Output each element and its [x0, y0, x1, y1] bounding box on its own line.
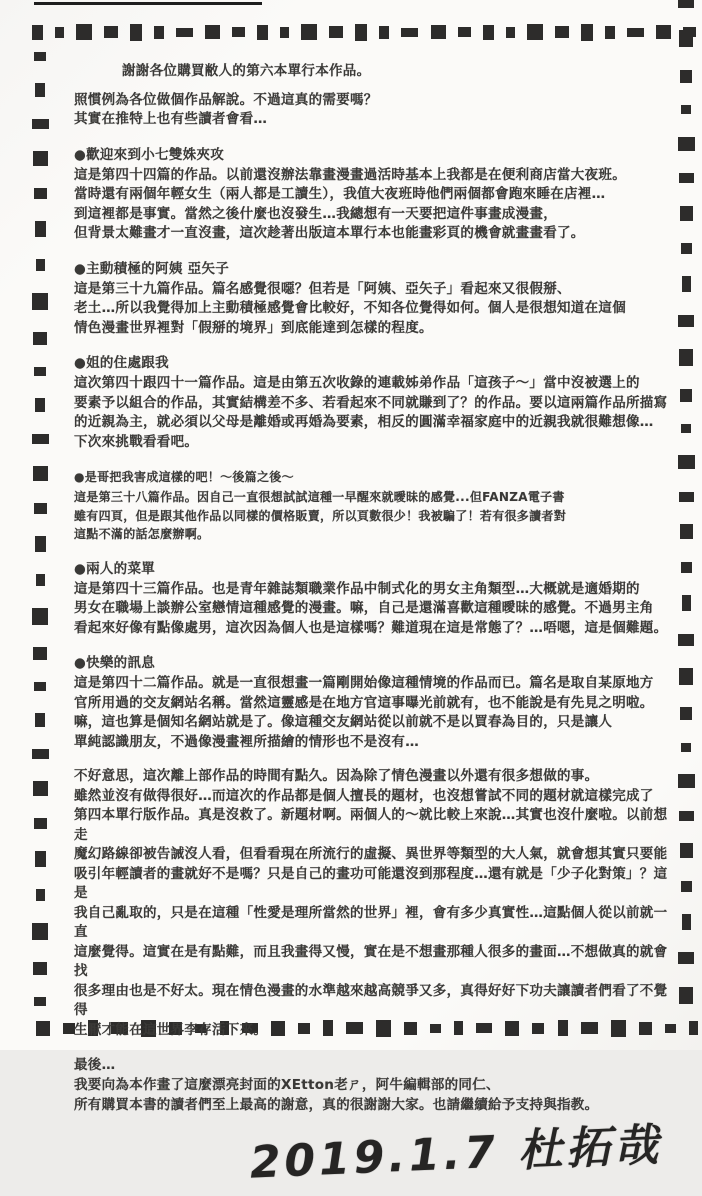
- closing-line: 所有購買本書的讀者們至上最高的謝意，真的很謝謝大家。也請繼續給予支持與指教。: [74, 1096, 599, 1113]
- decorative-border-left: [30, 52, 50, 1006]
- section-line: 但背景太難畫才一直沒畫，這次趁著出版這本單行本也能畫彩頁的機會就畫畫看了。: [74, 225, 585, 241]
- border-square: [681, 881, 692, 892]
- section-title: ●歡迎來到小七雙姝夾攻: [74, 146, 225, 163]
- section-title: ●快樂的訊息: [74, 655, 156, 671]
- section-line: 要素予以組合的作品，其實結構差不多、若看起來不同就賺到了？的作品。要以這兩篇作品所描寫: [74, 394, 668, 411]
- border-square: [32, 119, 49, 129]
- afterword-line: 吸引年輕讀者的畫就好不是嗎？只是自己的畫功可能還沒到那程度…還有就是「少子化對策」？這是: [74, 865, 668, 901]
- section-line: 老土…所以我覺得加上主動積極感覺會比較好，不知各位覺得如何。個人是很想知道在這個: [74, 300, 626, 316]
- closing-title: 最後…: [74, 1057, 116, 1073]
- section-line: 的近親為主，就必須以父母是離婚或再婚為要素，相反的圓滿幸福家庭中的近親我就很難想像…: [74, 414, 654, 430]
- border-square: [355, 24, 367, 41]
- border-square: [689, 1021, 698, 1035]
- border-square: [35, 536, 46, 552]
- border-square: [232, 27, 245, 37]
- border-square: [104, 26, 118, 38]
- scan-artifact-line: [34, 2, 262, 5]
- section-line: 下次來挑戰看看吧。: [74, 433, 199, 450]
- border-square: [679, 349, 693, 366]
- section-line: 這是第四十三篇作品。也是青年雜誌類職業作品中制式化的男女主角類型…大概就是適婚期的: [74, 580, 640, 597]
- border-square: [34, 367, 46, 376]
- section-line: 看起來好像有點像處男，這次因為個人也是這樣嗎？難道現在這是常態了？…唔嗯，這是個難題。: [74, 619, 668, 636]
- afterword-line: 魔幻路線卻被告誡沒人看，但看看現在所流行的虛擬、異世界等類型的大人氣，就會想其實只要能: [74, 846, 668, 862]
- section-line: 嘛，這也算是個知名網站就是了。像這種交友網站從以前就不是以買春為目的，只是讓人: [74, 714, 613, 730]
- border-square: [681, 743, 691, 752]
- border-square: [681, 562, 692, 573]
- section-line: 這是第四十二篇作品。就是一直很想畫一篇剛開始像這種情境的作品而已。篇名是取自某原地方: [74, 675, 654, 691]
- decorative-border-top: [32, 22, 696, 42]
- section-line: 當時還有兩個年輕女生（兩人都是工讀生），我值大夜班時他們兩個都會跑來睡在店裡…: [74, 186, 606, 202]
- border-square: [678, 634, 694, 646]
- afterword-paragraph: [74, 767, 676, 1040]
- border-square: [680, 206, 693, 221]
- border-square: [679, 492, 694, 502]
- section-line: 男女在職場上談辦公室戀情這種感覺的漫畫。嘛，自己是還滿喜歡這種曖昧的感覺。不過男主角: [74, 600, 654, 616]
- border-square: [34, 503, 47, 514]
- border-square: [656, 25, 671, 39]
- border-square: [32, 293, 48, 310]
- border-square: [36, 1021, 50, 1036]
- border-square: [35, 851, 46, 867]
- afterword-line: 不好意思，這次離上部作品的時間有點久。因為除了情色漫畫以外還有很多想做的事。: [74, 768, 599, 784]
- border-square: [581, 24, 593, 41]
- border-square: [483, 25, 494, 40]
- border-square: [34, 997, 46, 1006]
- border-square: [401, 28, 418, 37]
- border-square: [681, 105, 691, 114]
- border-square: [379, 26, 389, 39]
- handwritten-date-signature: 2019.1.7 杜拓哉: [248, 1119, 664, 1189]
- afterword-line: 第四本單行版作品。真是沒救了。新題材啊。兩個人的～就比較上來說…其實也沒什麼啦。以前想走: [74, 807, 668, 843]
- intro-line: 其實在推特上也有些讀者會看…: [74, 111, 268, 127]
- section-line: 官所用過的交友網站名稱。當然這靈感是在地方官這事曝光前就有，也不能說是有先見之明啦。: [74, 694, 654, 711]
- afterword-line: 這麼覺得。這實在是有點難，而且我畫得又慢，實在是不想畫那種人很多的畫面…不想做真的就會找: [74, 943, 668, 979]
- border-square: [678, 774, 695, 788]
- border-square: [679, 173, 694, 183]
- border-square: [32, 749, 49, 759]
- section-brother-fault: [74, 467, 676, 544]
- afterword-line: 很多理由也是不好太。現在情色漫畫的水準越來越高競爭又多，真得好好下功夫讓讀者們看了不覺得: [74, 982, 668, 1018]
- border-square: [679, 811, 694, 821]
- decorative-border-right: [676, 0, 696, 1004]
- border-square: [682, 914, 691, 930]
- border-square: [681, 243, 692, 254]
- border-square: [627, 28, 644, 37]
- border-square: [33, 151, 48, 166]
- border-square: [329, 26, 343, 38]
- border-square: [33, 332, 47, 345]
- section-sisters-place: [74, 353, 676, 452]
- border-square: [32, 25, 43, 40]
- section-title: ●兩人的菜單: [74, 560, 156, 577]
- border-square: [35, 221, 46, 237]
- section-line: 這是第四十四篇的作品。以前還沒辦法靠畫漫畫過活時基本上我都是在便利商店當大夜班。: [74, 166, 626, 183]
- border-square: [680, 389, 692, 402]
- border-square: [33, 466, 48, 481]
- border-square: [35, 713, 45, 727]
- border-square: [678, 952, 694, 964]
- border-square: [679, 668, 693, 685]
- border-square: [33, 962, 47, 975]
- border-square: [36, 574, 45, 586]
- border-square: [527, 24, 543, 40]
- border-square: [680, 524, 693, 539]
- border-square: [130, 24, 142, 41]
- section-line: 情色漫畫世界裡對「假掰的境界」到底能達到怎樣的程度。: [74, 319, 433, 336]
- border-square: [34, 818, 47, 829]
- afterword-line: 我自己亂取的，只是在這種「性愛是理所當然的世界」裡，會有多少真實性…這點個人從以前就一直: [74, 904, 668, 940]
- border-square: [32, 434, 49, 444]
- border-square: [35, 398, 45, 412]
- intro-line: 謝謝各位購買敝人的第六本單行本作品。: [122, 63, 371, 79]
- border-square: [33, 647, 47, 660]
- section-line: 這是第三十九篇作品。篇名感覺很噁？但若是「阿姨、亞矢子」看起來又很假掰、: [74, 280, 571, 297]
- section-title: ●主動積極的阿姨 亞矢子: [74, 260, 230, 277]
- border-square: [34, 188, 47, 199]
- border-square: [34, 682, 46, 691]
- border-square: [76, 24, 92, 40]
- border-square: [682, 276, 691, 292]
- section-menu-for-two: [74, 559, 676, 639]
- border-square: [32, 923, 48, 940]
- section-line: 這點不滿的話怎麼辦啊。: [74, 527, 210, 541]
- border-square: [680, 707, 692, 720]
- border-square: [680, 70, 692, 83]
- border-square: [682, 595, 691, 611]
- section-line: 這次第四十跟四十一篇作品。這是由第五次收錄的連載姊弟作品「這孩子～」當中沒被選上的: [74, 375, 640, 391]
- afterword-line: 雖然並沒有做得很好…而這次的作品都是個人擅長的題材，也沒想嘗試不同的題材就這樣完成了: [74, 787, 654, 804]
- border-square: [431, 25, 446, 39]
- closing-paragraph: [74, 1055, 676, 1115]
- border-square: [55, 27, 64, 38]
- section-happy-message: [74, 653, 676, 752]
- section-title: ●是哥把我害成這樣的吧！～後篇之後～: [74, 470, 294, 484]
- border-square: [679, 30, 693, 47]
- border-square: [678, 0, 694, 8]
- border-square: [301, 24, 317, 40]
- border-square: [176, 28, 193, 37]
- section-title: ●姐的住處跟我: [74, 355, 169, 371]
- section-welcome: [74, 145, 676, 244]
- border-square: [205, 25, 220, 39]
- border-square: [257, 25, 268, 40]
- section-line: 單純認識朋友，不過像漫畫裡所描繪的情形也不是沒有…: [74, 733, 419, 750]
- intro-line: 照慣例為各位做個作品解說。不過這真的需要嗎？: [74, 91, 378, 108]
- border-square: [681, 424, 691, 433]
- border-square: [678, 455, 695, 469]
- afterword-text-column: [74, 62, 676, 1189]
- border-square: [605, 26, 615, 39]
- section-line: 雖有四頁，但是跟其他作品以同樣的價格販賣，所以頁數很少！我被騙了！若有很多讀者對: [74, 508, 567, 523]
- border-square: [154, 26, 164, 39]
- border-square: [280, 27, 289, 38]
- border-square: [33, 781, 48, 796]
- border-square: [680, 843, 693, 858]
- border-square: [32, 608, 48, 625]
- closing-line: 我要向為本作畫了這麼漂亮封面的XEtton老ㄕ，阿牛編輯部的同仁、: [74, 1077, 500, 1093]
- section-line: 這是第三十八篇作品。因自己一直很想試試這種一早醒來就曖昧的感覺...但FANZA電子書: [74, 490, 565, 504]
- border-square: [36, 889, 45, 901]
- section-ayako: [74, 259, 676, 339]
- intro-paragraph: [74, 62, 676, 130]
- border-square: [34, 52, 46, 61]
- border-square: [679, 987, 693, 1004]
- border-square: [678, 315, 694, 327]
- border-square: [35, 83, 45, 97]
- afterword-line: 生厭才能在這世界李存活下來。: [74, 1021, 268, 1038]
- border-square: [36, 259, 45, 271]
- section-line: 到這裡都是事實。當然之後什麼也沒發生…我總想有一天要把這件事畫成漫畫，: [74, 205, 557, 222]
- border-square: [506, 27, 515, 38]
- border-square: [678, 137, 695, 151]
- border-square: [458, 27, 471, 37]
- border-square: [555, 26, 569, 38]
